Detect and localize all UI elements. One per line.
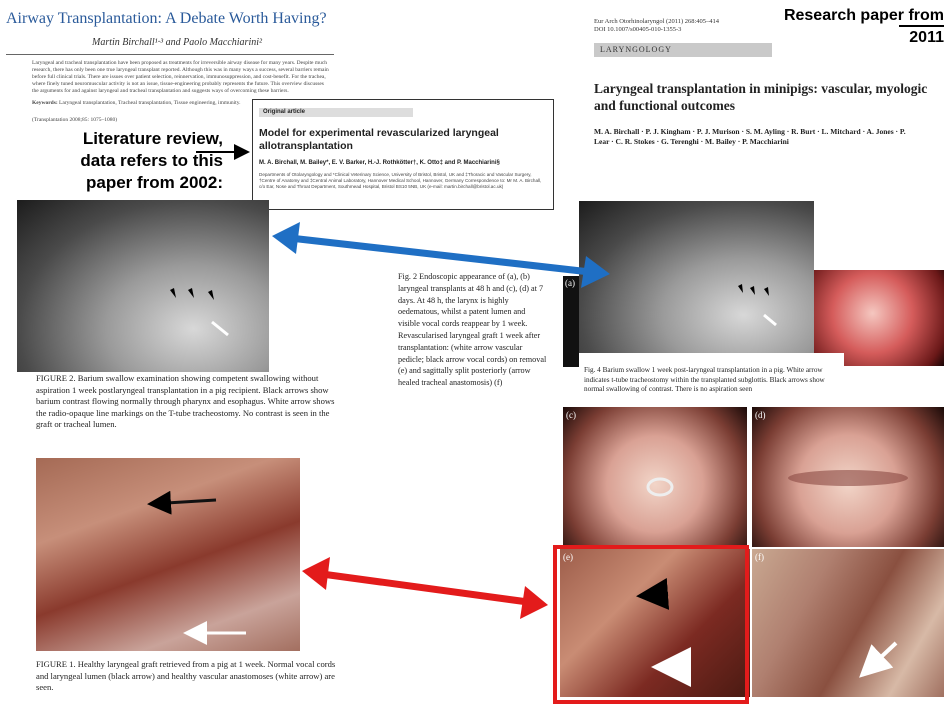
blue-double-arrow xyxy=(272,222,610,288)
endoscope-instrument xyxy=(648,479,672,495)
black-arrow-panel-e xyxy=(640,594,668,596)
overlay-paper-title: Model for experimental revascularized laryngeal allotransplantation xyxy=(259,127,499,152)
black-arrow-left-photo xyxy=(150,500,216,504)
lit-review-line-1: Literature review, xyxy=(82,129,223,148)
left-paper-authors: Martin Birchall¹·³ and Paolo Macchiarini² xyxy=(92,37,262,48)
overlay-paper-affiliations: Departments of Otolaryngology and *Clinical Veterinary Science, University of Bristol, Bristol, UK and ‡Thoracic and Vascular Surgery, †Centre of Anatomy and ‡Central Animal Laboratory, Hannover Medical School, Hannover, Germany Correspondence to: Mr M. A. Birchall, c/o Ear, Nose and Throat Department, Southmead Hospital, Bristol BS10 5NB, UK (e-mail: martin.birchall@bristol.ac.uk) xyxy=(259,172,542,189)
journal-line-2: DOI 10.1007/s00405-010-1355-3 xyxy=(594,26,682,33)
right-paper-section: LARYNGOLOGY xyxy=(600,45,672,54)
research-line-1: Research paper from xyxy=(783,7,944,24)
panel-label-d: (d) xyxy=(755,410,766,420)
overlay-banner: Original article xyxy=(259,108,413,117)
panel-label-a: (a) xyxy=(565,278,575,288)
right-figure-4-caption: Fig. 4 Barium swallow 1 week post-laryngeal transplantation in a pig. White arrow indicates t-tube tracheostomy within the transplanted subglottis. Black arrows show normal swallowing of contrast. There is no aspiration seen xyxy=(584,366,825,393)
panel-label-c: (c) xyxy=(566,410,576,420)
research-line-2: 2011 xyxy=(899,25,944,49)
endoscopy-lumen-d xyxy=(788,470,908,486)
panel-label-f: (f) xyxy=(755,552,764,562)
left-paper-citation: (Transplantation 2008;85: 1075–1080) xyxy=(32,117,118,123)
white-arrow-panel-f xyxy=(862,643,896,675)
right-paper-authors: M. A. Birchall · P. J. Kingham · P. J. Murison · S. M. Ayling · R. Burt · L. Mitchard · A. Jones · P. Lear · C. R. Stokes · G. Terenghi · M. Bailey · P. Macchiarini xyxy=(594,127,906,146)
right-paper-title: Laryngeal transplantation in minipigs: vascular, myologic and functional outcomes xyxy=(594,81,928,113)
left-paper-abstract: Laryngeal and tracheal transplantation have been proposed as treatments for irreversible airway disease for many years. Despite much research, there has only been one true laryngeal transplant reported. Although this was in many ways a success, several barriers remain before full clinical trials. There are issues over patient selection, reinnervation, immunosuppression, and cost-benefit. For the trachea, where finely tuned neuromuscular activity is not an issue, tissue-engineering probably represents the future. This overview discusses the arguments for and against laryngeal and tracheal transplantation and suggests ways of overcoming these barriers. xyxy=(32,60,329,94)
keywords-label: Keywords: xyxy=(32,100,58,106)
left-paper-title: Airway Transplantation: A Debate Worth Having? xyxy=(6,10,327,27)
red-double-arrow xyxy=(302,557,548,619)
xray-left-markers xyxy=(170,288,228,335)
left-figure-1-caption: FIGURE 1. Healthy laryngeal graft retrieved from a pig at 1 week. Normal vocal cords and laryngeal lumen (black arrow) and healthy vascular anastomoses (white arrow) are seen. xyxy=(36,659,336,692)
right-figure-2-caption: Fig. 2 Endoscopic appearance of (a), (b) laryngeal transplants at 48 h and (c), (d) at 7 days. At 48 h, the larynx is highly oedematous, whilst a patent lumen and visible vocal cords reappear by 1 week. Revascularised laryngeal graft 1 week after transplantation: (white arrow vascular pedicle; black arrow vocal cords) on removal (e) and sagittally split posteriorly (arrow healed tracheal anastomosis) (f) xyxy=(398,272,547,388)
xray-right-markers xyxy=(738,284,776,325)
lit-review-line-3: paper from 2002: xyxy=(86,173,223,192)
overlay-paper-authors: M. A. Birchall, M. Bailey*, E. V. Barker, H.-J. Rothkötter†, K. Otto‡ and P. Macchiarini§ xyxy=(259,160,500,166)
lit-review-line-2: data refers to this xyxy=(80,151,223,170)
panel-label-e: (e) xyxy=(563,552,573,562)
journal-line-1: Eur Arch Otorhinolaryngol (2011) 268:405–414 xyxy=(594,18,720,25)
keywords-text: Laryngeal transplantation, Tracheal transplantation, Tissue engineering, immunity. xyxy=(59,100,241,106)
left-figure-2-caption: FIGURE 2. Barium swallow examination showing competent swallowing without aspiration 1 week postlaryngeal transplantation in a pig recipient. Black arrows show barium contrast flowing normally through pharynx and esophagus. White arrow shows the radio-opaque line markings on the T-tube tracheostomy. No contrast is seen in the graft or tracheal lumen. xyxy=(36,373,335,429)
